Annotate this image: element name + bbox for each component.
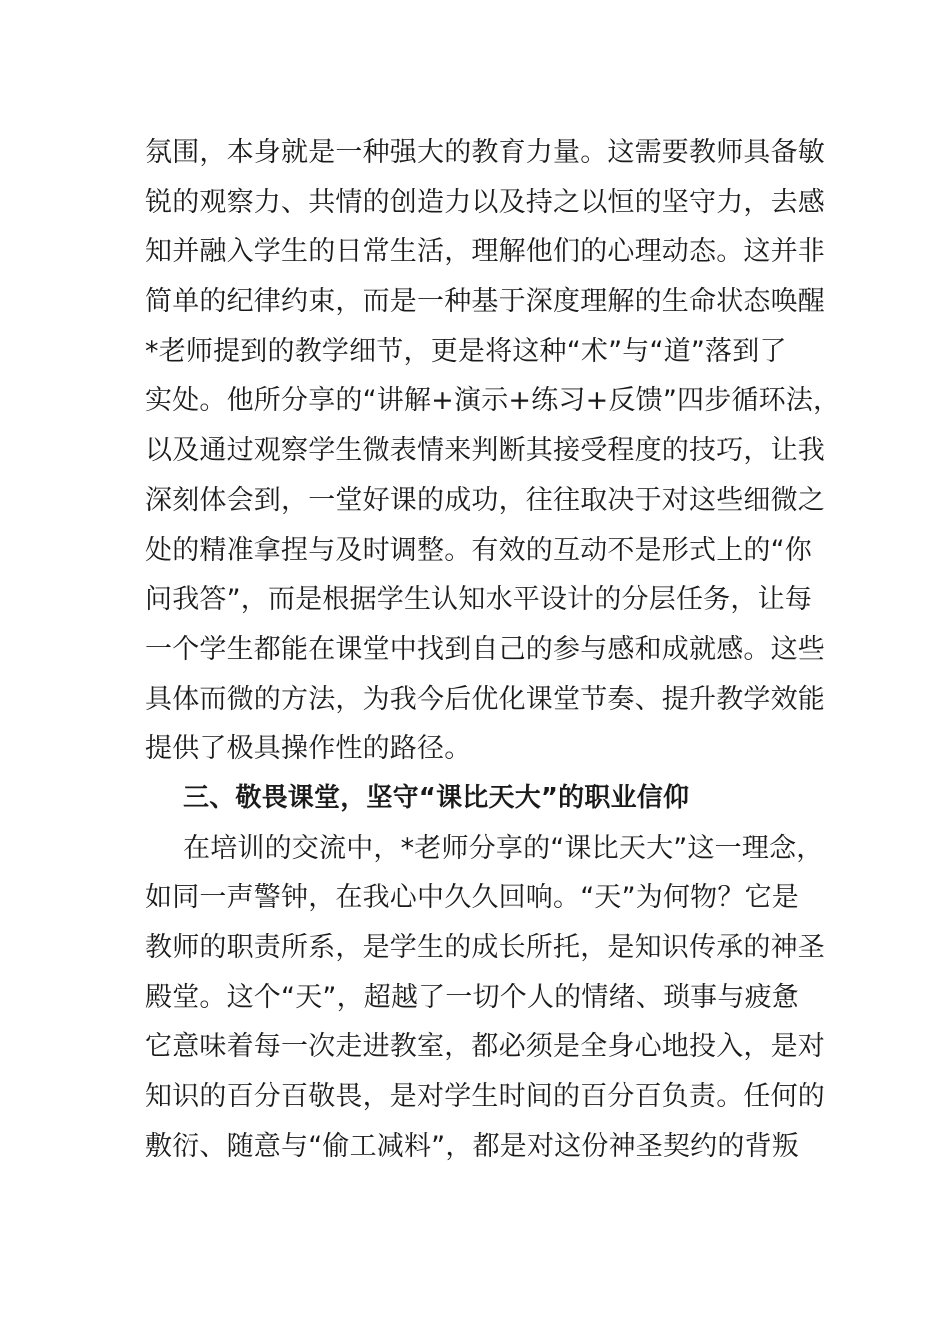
text-line: 在培训的交流中，*老师分享的“课比天大”这一理念， (183, 832, 824, 864)
text-line: 提供了极具操作性的路径。 (145, 733, 472, 765)
paragraph-1 (145, 128, 841, 774)
text-line: 殿堂。这个“天”，超越了一切个人的情绪、琐事与疲惫 (145, 981, 799, 1013)
text-line: 教师的职责所系，是学生的成长所托，是知识传承的神圣 (145, 932, 825, 963)
text-line: 如同一声警钟，在我心中久久回响。“天”为何物？它是 (145, 882, 799, 914)
text-line: 一个学生都能在课堂中找到自己的参与感和成就感。这些 (145, 633, 825, 665)
text-line: 具体而微的方法，为我今后优化课堂节奏、提升教学效能 (145, 683, 825, 715)
text-line: 以及通过观察学生微表情来判断其接受程度的技巧，让我 (145, 435, 825, 467)
paragraph-2 (145, 824, 835, 1172)
text-line: *老师提到的教学细节，更是将这种“术”与“道”落到了 (145, 335, 787, 367)
text-line: 它意味着每一次走进教室，都必须是全身心地投入，是对 (145, 1031, 825, 1063)
section-heading: 三、敬畏课堂，坚守“课比天大”的职业信仰 (183, 782, 690, 813)
text-line: 氛围，本身就是一种强大的教育力量。这需要教师具备敏 (145, 137, 825, 168)
text-line: 深刻体会到，一堂好课的成功，往往取决于对这些细微之 (145, 484, 825, 516)
text-line: 敷衍、随意与“偷工减料”，都是对这份神圣契约的背叛 (145, 1130, 799, 1162)
text-line: 知并融入学生的日常生活，理解他们的心理动态。这并非 (145, 236, 825, 268)
text-line: 实处。他所分享的“讲解+演示+练习+反馈”四步循环法， (145, 385, 841, 417)
text-line: 知识的百分百敬畏，是对学生时间的百分百负责。任何的 (145, 1081, 825, 1113)
text-line: 处的精准拿捏与及时调整。有效的互动不是形式上的“你 (145, 534, 812, 566)
text-line: 问我答”，而是根据学生认知水平设计的分层任务，让每 (145, 584, 812, 616)
text-line: 锐的观察力、共情的创造力以及持之以恒的坚守力，去感 (145, 186, 825, 218)
document-body (145, 128, 841, 1171)
text-line: 简单的纪律约束，而是一种基于深度理解的生命状态唤醒 (145, 286, 825, 318)
